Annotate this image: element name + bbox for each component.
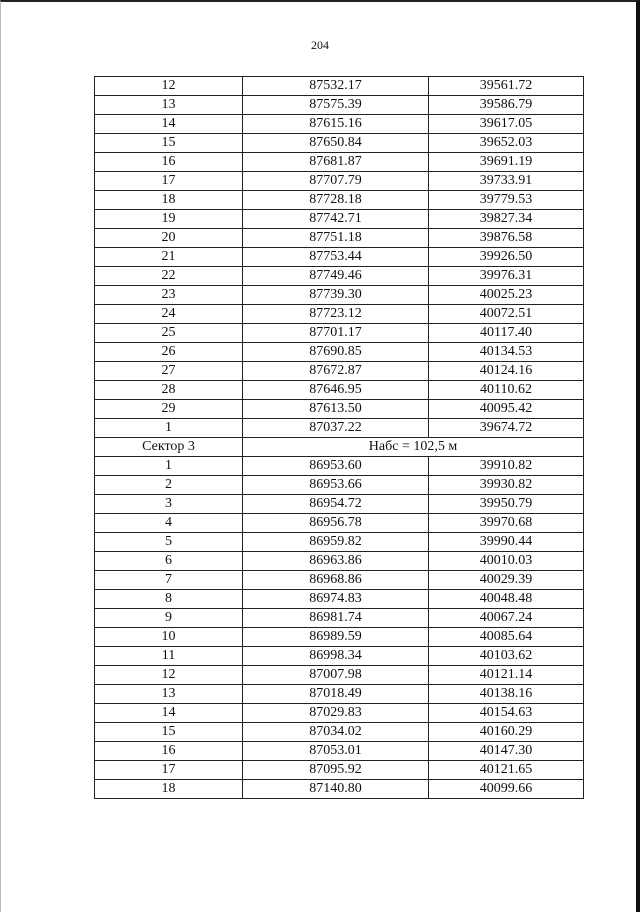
- table-row: [95, 647, 584, 666]
- point-number-cell: 11: [95, 647, 243, 666]
- point-number-cell: 3: [95, 495, 243, 514]
- table-row: [95, 305, 584, 324]
- point-number-cell: 5: [95, 533, 243, 552]
- x-coordinate-cell: 87029.83: [243, 704, 429, 723]
- x-coordinate-cell: 87707.79: [243, 172, 429, 191]
- table-row: [95, 609, 584, 628]
- x-coordinate-cell: 87672.87: [243, 362, 429, 381]
- x-coordinate-cell: 86959.82: [243, 533, 429, 552]
- table-row: [95, 191, 584, 210]
- y-coordinate-cell: 40117.40: [429, 324, 584, 343]
- y-coordinate-cell: 40138.16: [429, 685, 584, 704]
- table-body-upper: [95, 77, 584, 438]
- point-number-cell: 12: [95, 666, 243, 685]
- table-row: [95, 343, 584, 362]
- point-number-cell: 18: [95, 780, 243, 799]
- point-number-cell: 19: [95, 210, 243, 229]
- point-number-cell: 26: [95, 343, 243, 362]
- y-coordinate-cell: 40095.42: [429, 400, 584, 419]
- y-coordinate-cell: 40099.66: [429, 780, 584, 799]
- x-coordinate-cell: 87723.12: [243, 305, 429, 324]
- table-row: [95, 476, 584, 495]
- y-coordinate-cell: 40154.63: [429, 704, 584, 723]
- table-row: [95, 533, 584, 552]
- table-row: [95, 267, 584, 286]
- table-row: [95, 400, 584, 419]
- table-body-lower: [95, 457, 584, 799]
- table-row: [95, 172, 584, 191]
- y-coordinate-cell: 39674.72: [429, 419, 584, 438]
- y-coordinate-cell: 39926.50: [429, 248, 584, 267]
- point-number-cell: 22: [95, 267, 243, 286]
- x-coordinate-cell: 87034.02: [243, 723, 429, 742]
- x-coordinate-cell: 87701.17: [243, 324, 429, 343]
- y-coordinate-cell: 40029.39: [429, 571, 584, 590]
- x-coordinate-cell: 87615.16: [243, 115, 429, 134]
- point-number-cell: 15: [95, 723, 243, 742]
- point-number-cell: 21: [95, 248, 243, 267]
- point-number-cell: 16: [95, 742, 243, 761]
- y-coordinate-cell: 40160.29: [429, 723, 584, 742]
- x-coordinate-cell: 86974.83: [243, 590, 429, 609]
- point-number-cell: 16: [95, 153, 243, 172]
- y-coordinate-cell: 40085.64: [429, 628, 584, 647]
- table-row: [95, 96, 584, 115]
- page-number: 204: [311, 38, 329, 52]
- table-row: [95, 514, 584, 533]
- point-number-cell: 9: [95, 609, 243, 628]
- table-row: [95, 419, 584, 438]
- table-row: [95, 571, 584, 590]
- section-header-row: [95, 438, 584, 457]
- table-row: [95, 77, 584, 96]
- x-coordinate-cell: 87749.46: [243, 267, 429, 286]
- point-number-cell: 12: [95, 77, 243, 96]
- x-coordinate-cell: 87751.18: [243, 229, 429, 248]
- x-coordinate-cell: 87018.49: [243, 685, 429, 704]
- table-row: [95, 134, 584, 153]
- table-row: [95, 761, 584, 780]
- x-coordinate-cell: 87053.01: [243, 742, 429, 761]
- point-number-cell: 13: [95, 685, 243, 704]
- y-coordinate-cell: 39950.79: [429, 495, 584, 514]
- y-coordinate-cell: 39561.72: [429, 77, 584, 96]
- table-body-section: [95, 438, 584, 457]
- section-height-label: Набс = 102,5 м: [243, 438, 584, 457]
- x-coordinate-cell: 86989.59: [243, 628, 429, 647]
- point-number-cell: 25: [95, 324, 243, 343]
- point-number-cell: 7: [95, 571, 243, 590]
- point-number-cell: 1: [95, 419, 243, 438]
- point-number-cell: 24: [95, 305, 243, 324]
- y-coordinate-cell: 40010.03: [429, 552, 584, 571]
- x-coordinate-cell: 86954.72: [243, 495, 429, 514]
- y-coordinate-cell: 40048.48: [429, 590, 584, 609]
- point-number-cell: 2: [95, 476, 243, 495]
- point-number-cell: 23: [95, 286, 243, 305]
- x-coordinate-cell: 86981.74: [243, 609, 429, 628]
- y-coordinate-cell: 40072.51: [429, 305, 584, 324]
- coordinates-table: [94, 76, 584, 799]
- table-row: [95, 780, 584, 799]
- point-number-cell: 20: [95, 229, 243, 248]
- y-coordinate-cell: 40147.30: [429, 742, 584, 761]
- table-row: [95, 210, 584, 229]
- point-number-cell: 6: [95, 552, 243, 571]
- table-row: [95, 324, 584, 343]
- x-coordinate-cell: 87037.22: [243, 419, 429, 438]
- table-row: [95, 457, 584, 476]
- y-coordinate-cell: 39652.03: [429, 134, 584, 153]
- table-row: [95, 666, 584, 685]
- y-coordinate-cell: 40124.16: [429, 362, 584, 381]
- point-number-cell: 1: [95, 457, 243, 476]
- table-row: [95, 248, 584, 267]
- point-number-cell: 28: [95, 381, 243, 400]
- y-coordinate-cell: 39617.05: [429, 115, 584, 134]
- point-number-cell: 10: [95, 628, 243, 647]
- x-coordinate-cell: 87140.80: [243, 780, 429, 799]
- x-coordinate-cell: 86968.86: [243, 571, 429, 590]
- y-coordinate-cell: 39976.31: [429, 267, 584, 286]
- point-number-cell: 17: [95, 761, 243, 780]
- table-row: [95, 495, 584, 514]
- table-row: [95, 723, 584, 742]
- table-row: [95, 552, 584, 571]
- x-coordinate-cell: 87650.84: [243, 134, 429, 153]
- y-coordinate-cell: 39827.34: [429, 210, 584, 229]
- x-coordinate-cell: 87007.98: [243, 666, 429, 685]
- x-coordinate-cell: 87095.92: [243, 761, 429, 780]
- x-coordinate-cell: 86953.66: [243, 476, 429, 495]
- x-coordinate-cell: 87753.44: [243, 248, 429, 267]
- point-number-cell: 14: [95, 115, 243, 134]
- x-coordinate-cell: 87613.50: [243, 400, 429, 419]
- x-coordinate-cell: 86956.78: [243, 514, 429, 533]
- y-coordinate-cell: 40110.62: [429, 381, 584, 400]
- table-row: [95, 590, 584, 609]
- table-row: [95, 286, 584, 305]
- table-row: [95, 362, 584, 381]
- x-coordinate-cell: 86998.34: [243, 647, 429, 666]
- y-coordinate-cell: 40067.24: [429, 609, 584, 628]
- x-coordinate-cell: 87739.30: [243, 286, 429, 305]
- point-number-cell: 27: [95, 362, 243, 381]
- point-number-cell: 29: [95, 400, 243, 419]
- y-coordinate-cell: 39910.82: [429, 457, 584, 476]
- point-number-cell: 18: [95, 191, 243, 210]
- y-coordinate-cell: 39733.91: [429, 172, 584, 191]
- x-coordinate-cell: 87575.39: [243, 96, 429, 115]
- x-coordinate-cell: 87681.87: [243, 153, 429, 172]
- point-number-cell: 4: [95, 514, 243, 533]
- x-coordinate-cell: 87690.85: [243, 343, 429, 362]
- table-row: [95, 153, 584, 172]
- x-coordinate-cell: 86953.60: [243, 457, 429, 476]
- table-row: [95, 628, 584, 647]
- table-row: [95, 115, 584, 134]
- x-coordinate-cell: 87742.71: [243, 210, 429, 229]
- x-coordinate-cell: 87532.17: [243, 77, 429, 96]
- table-row: [95, 704, 584, 723]
- y-coordinate-cell: 40134.53: [429, 343, 584, 362]
- table-row: [95, 685, 584, 704]
- x-coordinate-cell: 86963.86: [243, 552, 429, 571]
- point-number-cell: 15: [95, 134, 243, 153]
- y-coordinate-cell: 40103.62: [429, 647, 584, 666]
- point-number-cell: 17: [95, 172, 243, 191]
- x-coordinate-cell: 87646.95: [243, 381, 429, 400]
- point-number-cell: 8: [95, 590, 243, 609]
- y-coordinate-cell: 39990.44: [429, 533, 584, 552]
- point-number-cell: 14: [95, 704, 243, 723]
- y-coordinate-cell: 39876.58: [429, 229, 584, 248]
- y-coordinate-cell: 39930.82: [429, 476, 584, 495]
- y-coordinate-cell: 40121.65: [429, 761, 584, 780]
- y-coordinate-cell: 40121.14: [429, 666, 584, 685]
- point-number-cell: 13: [95, 96, 243, 115]
- table-row: [95, 381, 584, 400]
- y-coordinate-cell: 39970.68: [429, 514, 584, 533]
- y-coordinate-cell: 39779.53: [429, 191, 584, 210]
- y-coordinate-cell: 39586.79: [429, 96, 584, 115]
- table-row: [95, 742, 584, 761]
- table-row: [95, 229, 584, 248]
- y-coordinate-cell: 39691.19: [429, 153, 584, 172]
- x-coordinate-cell: 87728.18: [243, 191, 429, 210]
- y-coordinate-cell: 40025.23: [429, 286, 584, 305]
- section-sector-label: Сектор 3: [95, 438, 243, 457]
